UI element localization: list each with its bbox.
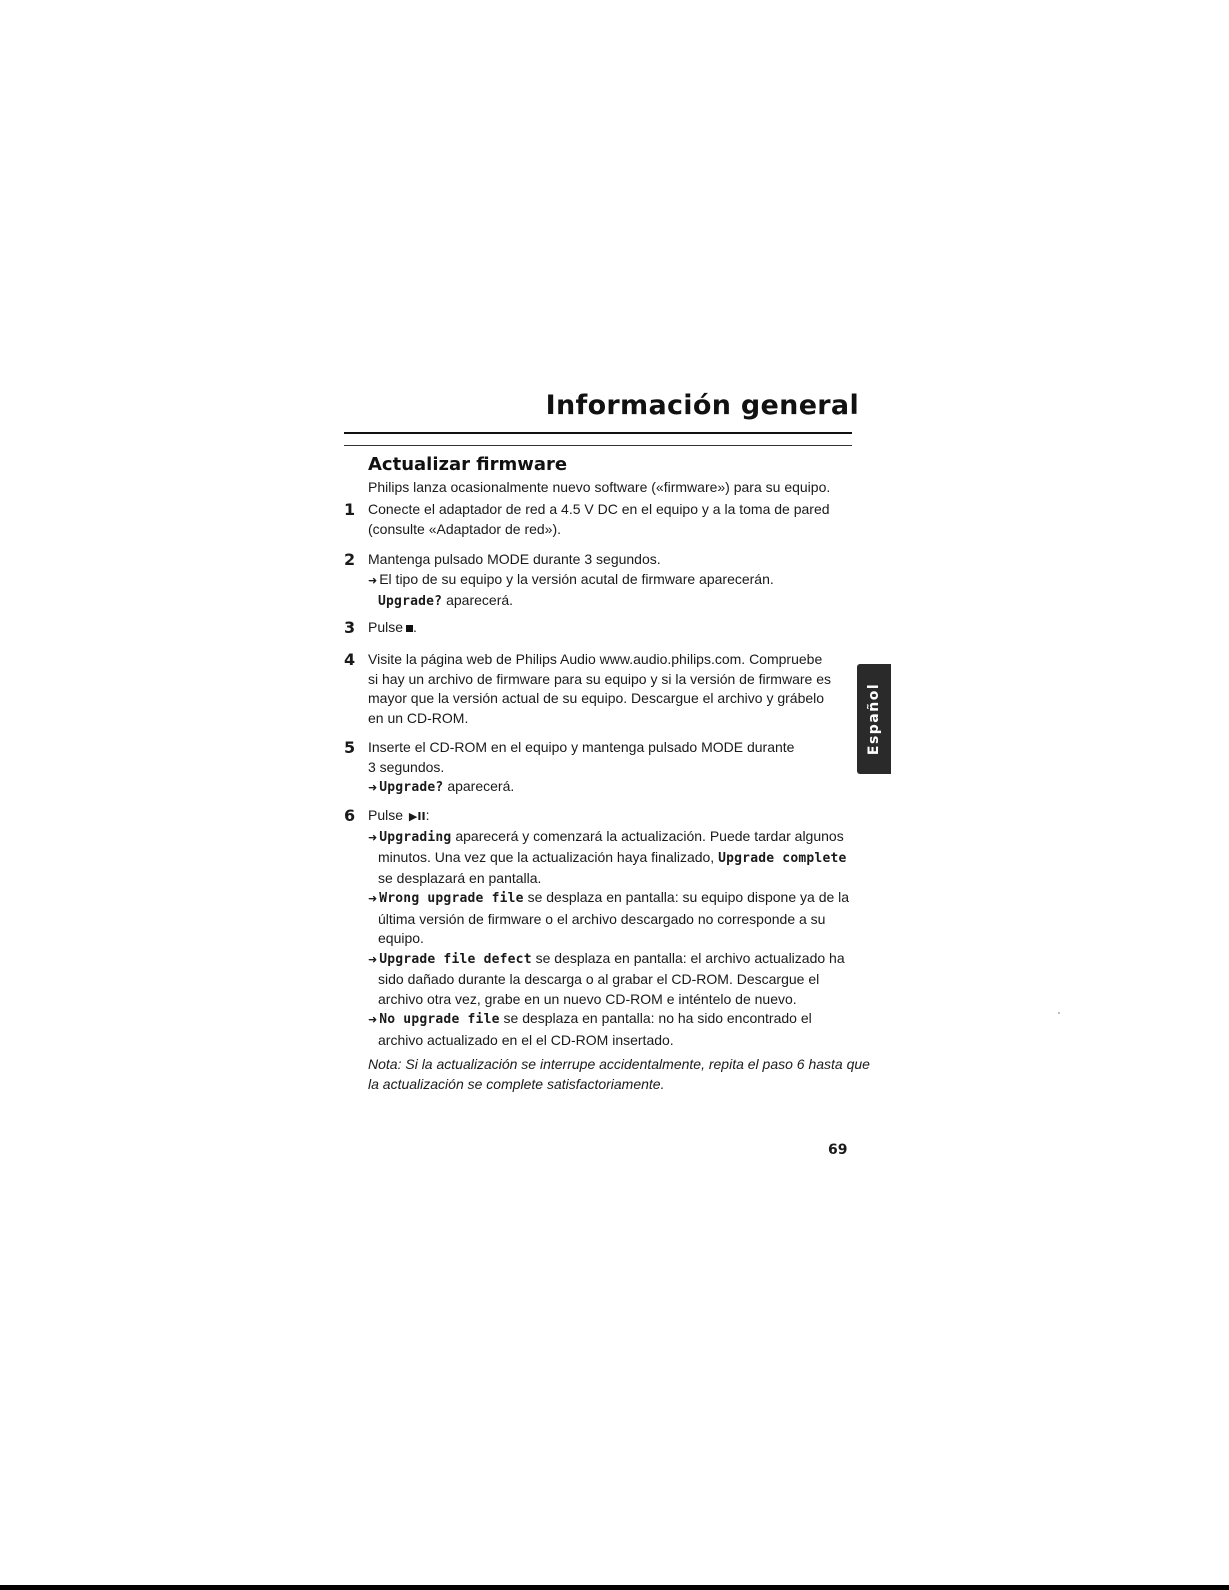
lcd-text: No upgrade file (379, 1012, 500, 1027)
arrow-icon: ➜ (368, 782, 378, 794)
step-text: Pulse (368, 807, 404, 823)
arrow-icon: ➜ (368, 893, 378, 905)
scan-bottom-edge (0, 1585, 1229, 1590)
lcd-text: Upgrade? (379, 780, 444, 795)
step-text: mayor que la versión actual de su equipo. Descargue el archivo y grábelo (368, 690, 825, 706)
step-text: Pulse (368, 619, 404, 635)
step-text: en un CD-ROM. (368, 709, 469, 726)
step-text: (consulte «Adaptador de red»). (368, 520, 562, 537)
stop-icon (406, 625, 413, 632)
step-number: 3 (344, 618, 356, 637)
section-title: Actualizar firmware (368, 454, 568, 475)
header-rule (344, 432, 852, 434)
step-text: 3 segundos. (368, 758, 445, 775)
step-number: 2 (344, 550, 356, 569)
step-result: ➜ Upgrading aparecerá y comenzará la actualización. Puede tardar algunos minutos. Una vez que la actualización haya finalizado, Upgrade complete se desplazará en pantalla. (368, 827, 847, 886)
scan-speck (1058, 1012, 1060, 1014)
arrow-icon: ➜ (368, 574, 378, 587)
lcd-text: Upgrade? (378, 594, 443, 609)
step-number: 5 (344, 738, 356, 757)
step-result: ➜ El tipo de su equipo y la versión acutal de firmware aparecerán. (368, 570, 774, 587)
step-text: si hay un archivo de firmware para su equipo y si la versión de firmware es (368, 670, 831, 687)
step-result: ➜ Upgrade? aparecerá. (368, 778, 515, 795)
page-title: Información general (545, 390, 859, 421)
arrow-icon: ➜ (368, 831, 378, 844)
lcd-text: Wrong upgrade file (379, 891, 524, 906)
arrow-icon: ➜ (368, 1014, 378, 1026)
step-text: Inserte el CD-ROM en el equipo y mantenga pulsado MODE durante (368, 739, 795, 755)
step-result: Upgrade? aparecerá. (368, 591, 844, 612)
section-rule (344, 445, 852, 446)
step-text: Conecte el adaptador de red a 4.5 V DC en el equipo y a la toma de pared (368, 501, 830, 517)
note: Nota: Si la actualización se interrupe accidentalmente, repita el paso 6 hasta que la actualización se complete satisfactoriamente. (368, 1056, 870, 1092)
step-number: 1 (344, 500, 356, 519)
step-result: ➜ No upgrade file se desplaza en pantalla: no ha sido encontrado el archivo actualizado en el el CD-ROM insertado. (368, 1010, 812, 1048)
step-text: Mantenga pulsado MODE durante 3 segundos. (368, 551, 661, 567)
step-text: Visite la página web de Philips Audio www.audio.philips.com. Compruebe (368, 651, 823, 667)
lcd-text: Upgrade complete (718, 851, 847, 866)
step-result: ➜ Wrong upgrade file se desplaza en pantalla: su equipo dispone ya de la última versión de firmware o el archivo descargado no corresponde a su equipo. (368, 889, 850, 946)
play-pause-icon: ▶II (408, 810, 426, 823)
step-result: ➜ Upgrade file defect se desplaza en pantalla: el archivo actualizado ha sido dañado durante la descarga o al grabar el CD-ROM. Descargue el archivo otra vez, grabe en un nuevo CD-ROM e inténtelo de nuevo. (368, 949, 845, 1007)
lcd-text: Upgrading (379, 829, 452, 845)
section-intro: Philips lanza ocasionalmente nuevo software («firmware») para su equipo. (368, 479, 831, 495)
page-number: 69 (828, 1142, 848, 1158)
arrow-icon: ➜ (368, 953, 378, 966)
step-number: 4 (344, 650, 356, 669)
step-number: 6 (344, 806, 356, 825)
language-tab (857, 664, 891, 774)
language-tab-label: Español (866, 682, 882, 756)
lcd-text: Upgrade file defect (379, 951, 532, 967)
